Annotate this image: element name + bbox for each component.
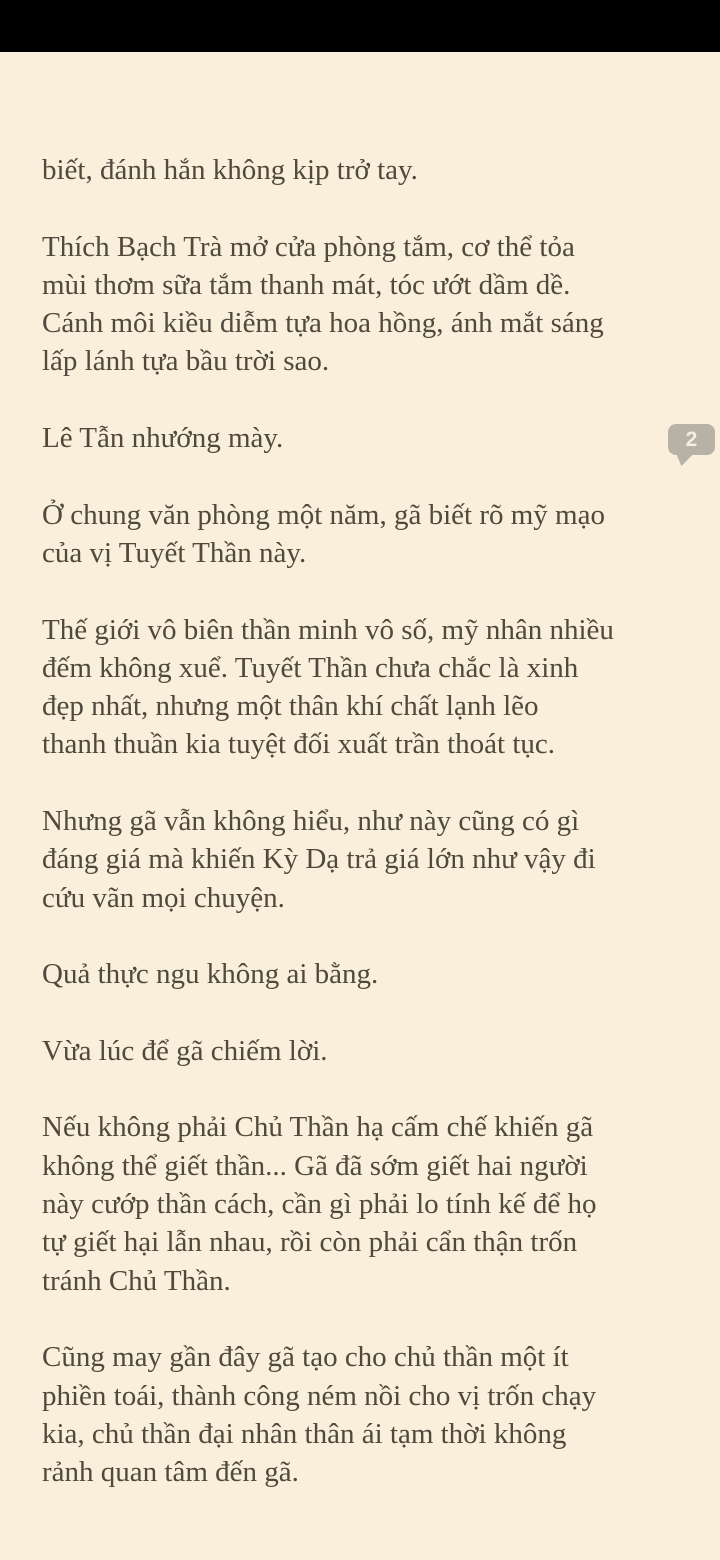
paragraph (42, 151, 670, 189)
paragraph (42, 802, 670, 917)
text-line: này cướp thần cách, cần gì phải lo tính kế để họ (42, 1188, 597, 1221)
text-line: kia, chủ thần đại nhân thân ái tạm thời không (42, 1417, 567, 1450)
comment-count: 2 (668, 424, 715, 455)
text-line: cứu vãn mọi chuyện. (42, 881, 285, 914)
status-bar (0, 0, 720, 52)
paragraph (42, 611, 670, 764)
text-line: tự giết hại lẫn nhau, rồi còn phải cẩn thận trốn (42, 1226, 578, 1259)
text-line: Thế giới vô biên thần minh vô số, mỹ nhân nhiều (42, 613, 614, 646)
paragraph (42, 1338, 670, 1491)
badge-tail-icon (676, 453, 694, 466)
paragraph (42, 228, 670, 381)
paragraph (42, 1032, 670, 1070)
text-line: đếm không xuể. Tuyết Thần chưa chắc là xinh (42, 651, 579, 684)
text-line: tránh Chủ Thần. (42, 1264, 231, 1297)
comment-count-badge[interactable] (668, 424, 715, 468)
text-line: mùi thơm sữa tắm thanh mát, tóc ướt dầm dề. (42, 268, 571, 301)
text-line: không thể giết thần... Gã đã sớm giết hai người (42, 1149, 588, 1182)
text-line: Thích Bạch Trà mở cửa phòng tắm, cơ thể tỏa (42, 230, 575, 263)
reader-content (0, 52, 720, 1491)
text-line: biết, đánh hắn không kịp trở tay. (42, 154, 418, 186)
text-line: của vị Tuyết Thần này. (42, 536, 307, 569)
text-line: Lê Tẫn nhướng mày. (42, 422, 284, 455)
paragraph (42, 419, 698, 457)
text-line: Vừa lúc để gã chiếm lời. (42, 1034, 328, 1067)
text-line: Cũng may gần đây gã tạo cho chủ thần một ít (42, 1341, 569, 1374)
text-line: đẹp nhất, nhưng một thân khí chất lạnh lẽo (42, 690, 539, 723)
paragraph (42, 496, 670, 573)
text-line: Cánh môi kiều diễm tựa hoa hồng, ánh mắt sáng (42, 307, 604, 340)
text-line: Ở chung văn phòng một năm, gã biết rõ mỹ mạo (42, 498, 605, 531)
paragraph (42, 955, 670, 993)
paragraph (42, 1108, 670, 1299)
text-line: Quả thực ngu không ai bằng. (42, 958, 379, 991)
text-line: đáng giá mà khiến Kỳ Dạ trả giá lớn như vậy đi (42, 843, 596, 876)
text-line: phiền toái, thành công ném nồi cho vị trốn chạy (42, 1379, 597, 1412)
text-line: Nhưng gã vẫn không hiểu, như này cũng có gì (42, 805, 580, 838)
text-line: lấp lánh tựa bầu trời sao. (42, 345, 330, 378)
reader-page[interactable] (0, 52, 720, 1560)
text-line: Nếu không phải Chủ Thần hạ cấm chế khiến gã (42, 1111, 594, 1144)
text-line: rảnh quan tâm đến gã. (42, 1456, 299, 1489)
text-line: thanh thuần kia tuyệt đối xuất trần thoát tục. (42, 728, 556, 761)
